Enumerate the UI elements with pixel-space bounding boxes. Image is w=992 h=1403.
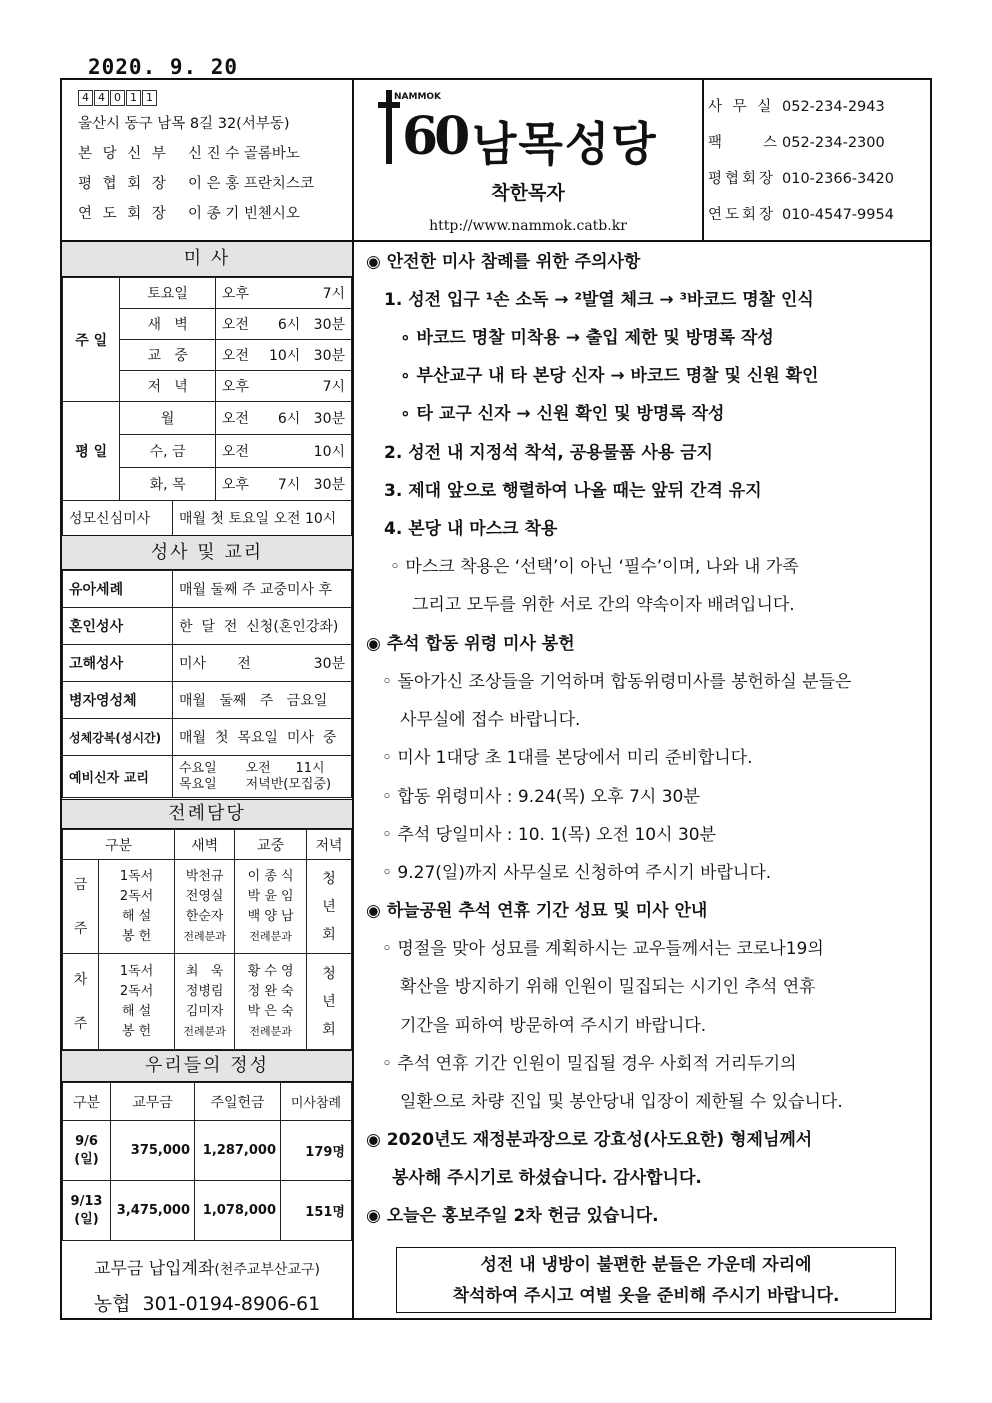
- notice-item: ◦ 명절을 맞아 성묘를 계획하시는 교우들께서는 코로나19의: [382, 939, 824, 959]
- member: 회: [322, 1021, 336, 1038]
- table-row: [63, 608, 352, 645]
- box-line: 성전 내 냉방이 불편한 분들은 가운데 자리에: [480, 1255, 812, 1275]
- notice-title: ◉ 추석 합동 위령 미사 봉헌: [366, 634, 575, 654]
- table-row: [63, 1181, 352, 1241]
- table-row: [63, 682, 352, 719]
- main-members: [235, 860, 307, 954]
- marian-mass-label: 성모신심미사: [63, 501, 173, 536]
- table-row: [63, 860, 352, 954]
- offering-sunday: 1,078,000: [195, 1181, 281, 1241]
- liturgy-table: [62, 829, 352, 1050]
- contacts: [706, 80, 930, 240]
- logo-area: [354, 80, 704, 240]
- notice-item: 1. 성전 입구 ¹손 소독 → ²발열 체크 → ³바코드 명찰 인식: [384, 290, 814, 310]
- member: 황 수 영: [247, 963, 294, 979]
- table-row: [63, 645, 352, 682]
- col-header: 미사참례: [281, 1083, 352, 1121]
- table-row: [63, 1121, 352, 1181]
- account-number: 농협 301-0194-8906-61: [93, 1293, 321, 1315]
- roles: [99, 860, 175, 954]
- sacrament-value: 미사 전: [179, 656, 251, 672]
- cooling-notice-box: [396, 1247, 896, 1313]
- role-label: 본 당 신 부: [78, 146, 169, 162]
- date: 9/13: [70, 1193, 103, 1209]
- contact-value: 010-2366-3420: [782, 171, 894, 187]
- role: 봉 헌: [121, 1023, 152, 1039]
- role: 봉 헌: [121, 928, 152, 944]
- member: 전례분과: [183, 929, 226, 943]
- sacrament-label: 혼인성사: [63, 608, 173, 645]
- catechism-value: [173, 756, 352, 798]
- week-label-bottom: 주: [73, 920, 88, 937]
- day: (일): [74, 1211, 99, 1227]
- notice-item: 기간을 피하여 방문하여 주시기 바랍니다.: [400, 1016, 707, 1036]
- account-info: [62, 1240, 352, 1320]
- table-row: [63, 756, 352, 798]
- evening-members: [307, 954, 352, 1050]
- dawn-members: [175, 860, 235, 954]
- member: 청: [322, 965, 336, 982]
- member: 김미자: [185, 1003, 224, 1019]
- zip-digit: 4: [94, 90, 109, 106]
- mass-time: 10시 30분: [263, 340, 352, 371]
- week-label-top: 금: [73, 876, 88, 893]
- contact-value: 052-234-2300: [782, 135, 885, 151]
- contact-row: [708, 94, 930, 130]
- contact-row: [708, 202, 930, 238]
- sacrament-label: 고해성사: [63, 645, 173, 682]
- mass-day: 수, 금: [120, 435, 215, 468]
- offering-date: [63, 1181, 111, 1241]
- zip-digit: 4: [78, 90, 93, 106]
- catechism-line: 목요일 저녁반(모집중): [179, 776, 332, 792]
- offering-attend: 151명: [281, 1181, 352, 1241]
- contact-label: 팩 스: [708, 135, 781, 151]
- parish-url[interactable]: http://www.nammok.catb.kr: [429, 218, 627, 234]
- sacrament-label: 성체강복(성시간): [63, 719, 173, 756]
- offering-dues: 375,000: [111, 1121, 195, 1181]
- mass-ampm: 오전: [215, 402, 263, 435]
- role: 해 설: [121, 1003, 152, 1019]
- member: 전례분과: [249, 1024, 292, 1038]
- sacrament-value: 한 달 전 신청(혼인강좌): [173, 608, 352, 645]
- evening-members: [307, 860, 352, 954]
- contact-row: [708, 166, 930, 202]
- account-title: 교무금 납입계좌: [94, 1259, 215, 1279]
- date: 9/6: [75, 1133, 98, 1149]
- notice-item: ◦ 추석 당일미사 : 10. 1(목) 오전 10시 30분: [382, 825, 717, 845]
- offering-heading: 우리들의 정성: [62, 1050, 352, 1082]
- zip-digit: 1: [126, 90, 141, 106]
- notice-item: 봉사해 주시기로 하셨습니다. 감사합니다.: [392, 1168, 702, 1188]
- parish-logo: [372, 86, 692, 171]
- box-line: 착석하여 주시고 여벌 옷을 준비해 주시기 바랍니다.: [452, 1286, 840, 1306]
- notice-item: 일환으로 차량 진입 및 봉안당내 입장이 제한될 수 있습니다.: [400, 1092, 843, 1112]
- notices-column: [354, 242, 930, 1320]
- notice-item: 2. 성전 내 지정석 착석, 공용물품 사용 금지: [384, 443, 713, 463]
- sacrament-value: 매월 둘째 주 교중미사 후: [173, 571, 352, 608]
- mass-day: 새 벽: [120, 309, 215, 340]
- notice-title: ◉ 오늘은 홍보주일 2차 헌금 있습니다.: [366, 1206, 659, 1226]
- member: 년: [322, 898, 336, 915]
- sacrament-label: 병자영성체: [63, 682, 173, 719]
- member: 박 은 숙: [247, 1003, 294, 1019]
- week-label-top: 차: [73, 971, 88, 988]
- contact-value: 010-4547-9954: [782, 207, 894, 223]
- role-label: 연 도 회 장: [78, 206, 169, 222]
- table-row: [63, 719, 352, 756]
- notice-item: ◦ 합동 위령미사 : 9.24(목) 오후 7시 30분: [382, 787, 700, 807]
- mass-day: 토요일: [120, 278, 215, 309]
- contact-label: 평협회장: [708, 171, 777, 187]
- person-name: 이 종 기 빈첸시오: [188, 206, 300, 222]
- sacrament-value: 매월 둘째 주 금요일: [173, 682, 352, 719]
- prayer-president-line: [78, 199, 352, 229]
- contact-label: 연도회장: [708, 207, 777, 223]
- mass-time: 10시: [263, 435, 352, 468]
- mass-ampm: 오후: [215, 371, 263, 402]
- col-header: 구분: [63, 1083, 111, 1121]
- marian-mass-value: 매월 첫 토요일 오전 10시: [173, 501, 352, 536]
- catechism-label: 예비신자 교리: [63, 756, 173, 798]
- mass-heading: 미 사: [62, 242, 352, 277]
- notice-item: 사무실에 접수 바랍니다.: [400, 710, 581, 730]
- zip-digit: 1: [142, 90, 157, 106]
- notice-title: ◉ 하늘공원 추석 연휴 기간 성묘 및 미사 안내: [366, 901, 708, 921]
- dawn-members: [175, 954, 235, 1050]
- col-header: 교중: [235, 830, 307, 860]
- member: 이 종 식: [247, 868, 294, 884]
- parish-info: [62, 80, 354, 240]
- account-org: (천주교부산교구): [214, 1262, 320, 1278]
- member: 회: [322, 926, 336, 943]
- catechism-line: 수요일 오전 11시: [179, 760, 325, 776]
- roles: [99, 954, 175, 1050]
- member: 전례분과: [183, 1024, 226, 1038]
- member: 전례분과: [249, 929, 292, 943]
- week-label: [63, 954, 99, 1050]
- mass-ampm: 오후: [215, 278, 263, 309]
- pastor-line: [78, 139, 352, 169]
- mass-time: 7시 30분: [263, 468, 352, 501]
- role: 2독서: [119, 983, 154, 999]
- main-members: [235, 954, 307, 1050]
- member: 정 완 숙: [247, 983, 294, 999]
- liturgy-heading: 전례담당: [62, 799, 352, 829]
- mass-day: 저 녁: [120, 371, 215, 402]
- table-row: [63, 1083, 352, 1121]
- notice-item: 4. 본당 내 마스크 착용: [384, 519, 558, 539]
- notice-item: ◦ 미사 1대당 초 1대를 본당에서 미리 준비합니다.: [382, 748, 753, 768]
- left-column: [62, 242, 354, 1320]
- notice-item: ◦ 돌아가신 조상들을 기억하며 합동위령미사를 봉헌하실 분들은: [382, 672, 852, 692]
- notice-item: 그리고 모두를 위한 서로 간의 약속이자 배려입니다.: [412, 595, 795, 615]
- sacraments-table: [62, 570, 352, 798]
- role: 해 설: [121, 908, 152, 924]
- offering-dues: 3,475,000: [111, 1181, 195, 1241]
- notice-item: ∘ 부산교구 내 타 본당 신자 → 바코드 명찰 및 신원 확인: [400, 366, 819, 386]
- sacrament-label: 유아세례: [63, 571, 173, 608]
- notice-item: ◦ 추석 연휴 기간 인원이 밀집될 경우 사회적 거리두기의: [382, 1054, 797, 1074]
- mass-time: 7시: [263, 371, 352, 402]
- col-header: 구분: [63, 830, 175, 860]
- offering-date: [63, 1121, 111, 1181]
- notice-item: ◦ 마스크 착용은 ‘선택’이 아닌 ‘필수’이며, 나와 내 가족: [390, 557, 799, 577]
- bulletin-frame: [60, 78, 932, 1320]
- contact-value: 052-234-2943: [782, 99, 885, 115]
- mass-day: 월: [120, 402, 215, 435]
- sacraments-heading: 성사 및 교리: [62, 535, 352, 570]
- member: 박천규: [185, 868, 224, 884]
- col-header: 주일헌금: [195, 1083, 281, 1121]
- table-row: [63, 954, 352, 1050]
- offering-attend: 179명: [281, 1121, 352, 1181]
- col-header: 새벽: [175, 830, 235, 860]
- mass-day: 화, 목: [120, 468, 215, 501]
- mass-ampm: 오후: [215, 468, 263, 501]
- sacrament-value-extra: 30분: [313, 656, 345, 672]
- address: 울산시 동구 남목 8길 32(서부동): [78, 116, 290, 132]
- zip-digit: 0: [110, 90, 125, 106]
- bulletin-date: 2020. 9. 20: [88, 55, 239, 79]
- notice-item: 3. 제대 앞으로 행렬하여 나올 때는 앞뒤 간격 유지: [384, 481, 762, 501]
- logo-small-text: NAMMOK: [394, 92, 442, 102]
- member: 백 양 남: [247, 908, 294, 924]
- week-label-bottom: 주: [73, 1015, 88, 1032]
- offering-sunday: 1,287,000: [195, 1121, 281, 1181]
- notice-item: ∘ 타 교구 신자 → 신원 확인 및 방명록 작성: [400, 404, 725, 424]
- day: (일): [74, 1151, 99, 1167]
- council-president-line: [78, 169, 352, 199]
- week-label: [63, 860, 99, 954]
- member: 박 윤 임: [247, 888, 294, 904]
- mass-day: 교 중: [120, 340, 215, 371]
- contact-row: [708, 130, 930, 166]
- mass-ampm: 오전: [215, 309, 263, 340]
- zip-code: [78, 90, 352, 106]
- logo-number: 60: [402, 106, 467, 167]
- table-row: [63, 501, 352, 536]
- contact-label: 사 무 실: [708, 99, 775, 115]
- weekday-label: 평 일: [63, 402, 120, 501]
- header: [62, 80, 930, 242]
- member: 청: [322, 870, 336, 887]
- mass-time: 6시 30분: [263, 309, 352, 340]
- sacrament-value-row: [173, 645, 352, 682]
- parish-subtitle: 착한목자: [491, 182, 565, 204]
- sunday-label: 주 일: [63, 278, 120, 402]
- role: 1독서: [119, 963, 154, 979]
- person-name: 이 은 홍 프란치스코: [188, 176, 314, 192]
- col-header: 저녁: [307, 830, 352, 860]
- table-row: [63, 830, 352, 860]
- offering-table: [62, 1082, 352, 1241]
- parish-title: 남목성당: [472, 117, 658, 171]
- member: 년: [322, 993, 336, 1010]
- role-label: 평 협 회 장: [78, 176, 169, 192]
- member: 정병림: [185, 983, 224, 999]
- marian-mass-table: [62, 500, 352, 536]
- mass-time: 6시 30분: [263, 402, 352, 435]
- table-row: [63, 278, 352, 309]
- mass-time: 7시: [263, 278, 352, 309]
- col-header: 교무금: [111, 1083, 195, 1121]
- person-name: 신 진 수 골롬바노: [188, 146, 300, 162]
- member: 한순자: [185, 908, 224, 924]
- member: 전영실: [185, 888, 224, 904]
- notice-title: ◉ 안전한 미사 참례를 위한 주의사항: [366, 252, 641, 272]
- mass-ampm: 오전: [215, 435, 263, 468]
- role: 2독서: [119, 888, 154, 904]
- notice-item: ∘ 바코드 명찰 미착용 → 출입 제한 및 방명록 작성: [400, 328, 774, 348]
- notice-item: ◦ 9.27(일)까지 사무실로 신청하여 주시기 바랍니다.: [382, 863, 772, 883]
- table-row: [63, 571, 352, 608]
- member: 최 욱: [185, 963, 224, 979]
- notice-title: ◉ 2020년도 재정분과장으로 강효성(사도요한) 형제님께서: [366, 1130, 813, 1150]
- notice-item: 확산을 방지하기 위해 인원이 밀집되는 시기인 추석 연휴: [400, 977, 816, 997]
- mass-ampm: 오전: [215, 340, 263, 371]
- sacrament-value: 매월 첫 목요일 미사 중: [173, 719, 352, 756]
- table-row: [63, 402, 352, 435]
- role: 1독서: [119, 868, 154, 884]
- mass-table: [62, 277, 352, 501]
- account-title-line: [62, 1254, 352, 1279]
